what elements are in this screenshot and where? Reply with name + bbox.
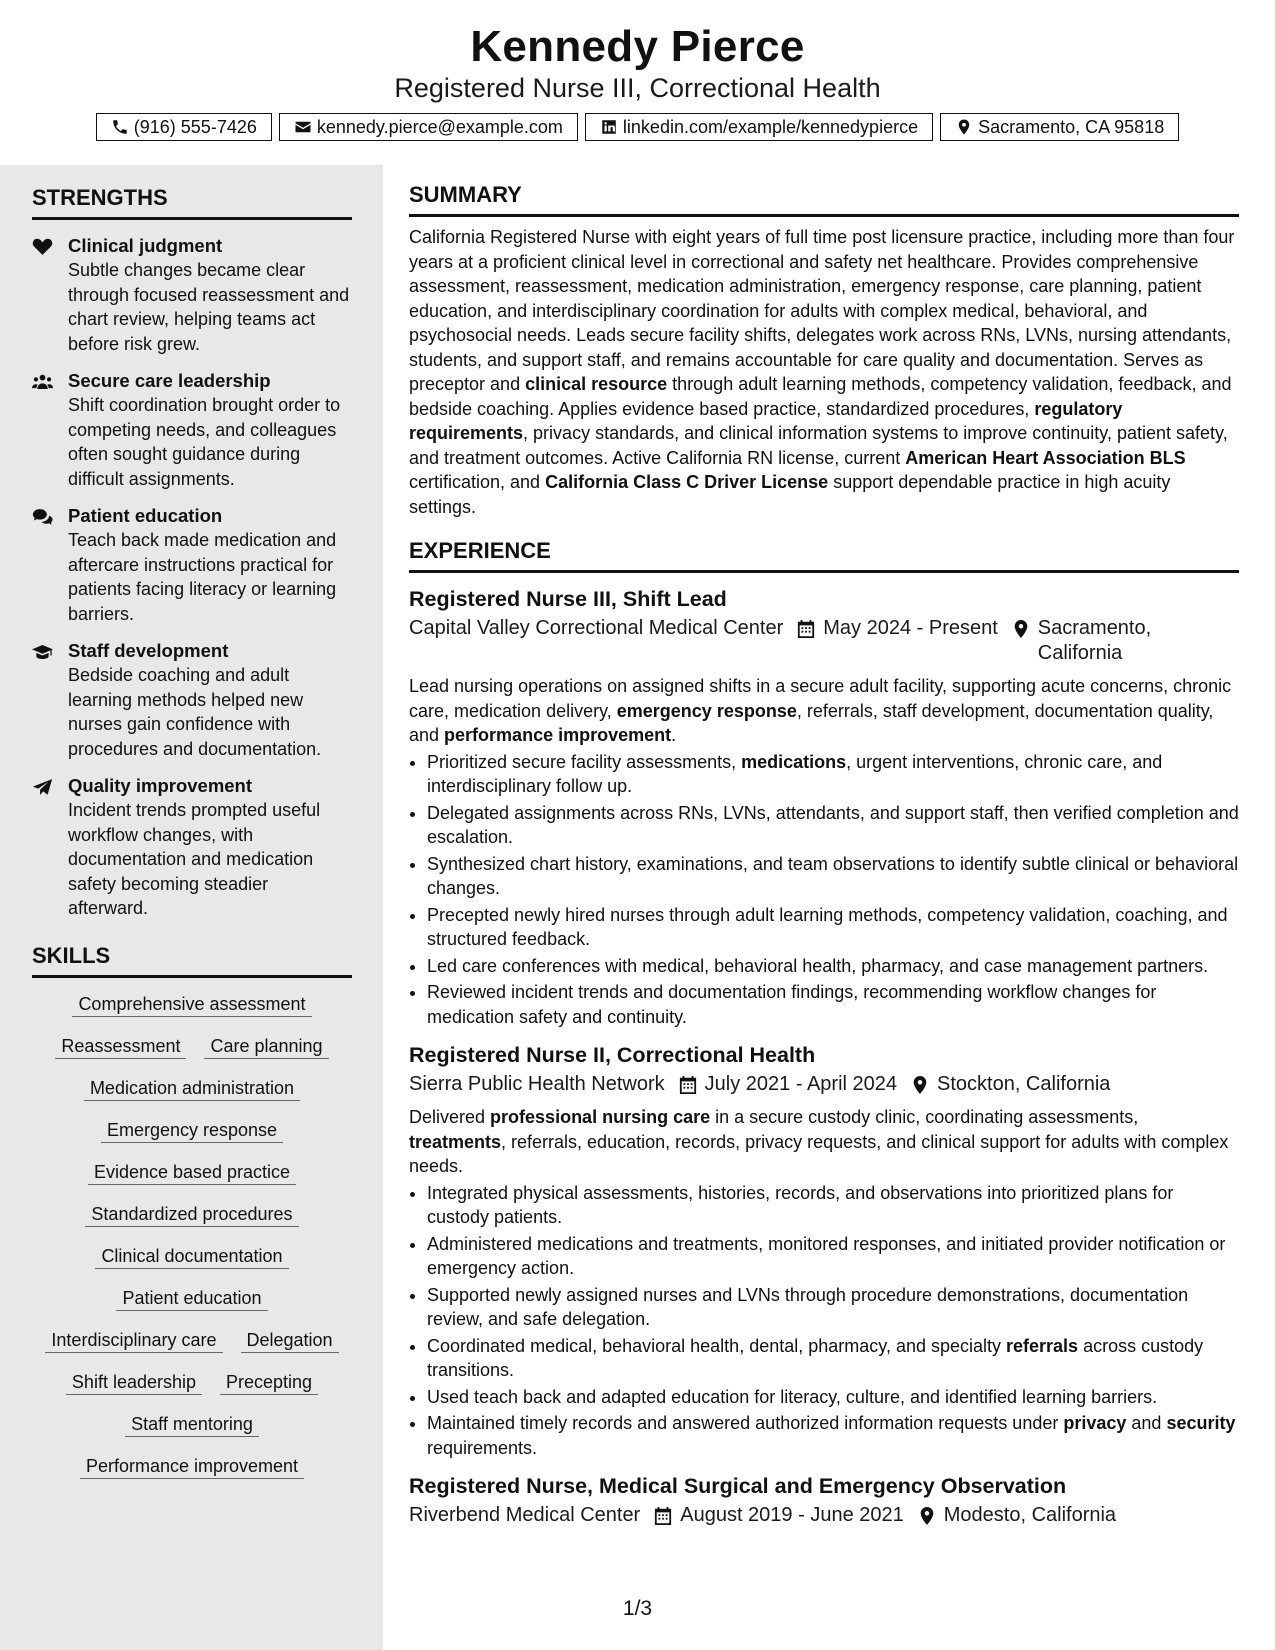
text-run: , referrals, education, records, privacy requests, and clinical support for adults with complex needs. — [409, 1131, 1229, 1176]
phone-text: (916) 555-7426 — [133, 116, 257, 137]
text-run: Delivered — [409, 1107, 491, 1127]
candidate-name: Kennedy Pierce — [470, 22, 805, 71]
contact-linkedin[interactable] — [585, 113, 933, 141]
experience-heading: EXPERIENCE — [409, 538, 1239, 573]
job-bullet — [427, 1411, 1239, 1460]
strength-desc: Shift coordination brought order to competing needs, and colleagues often sought guidance during difficult assignments. — [68, 395, 341, 489]
text-run: Delegated assignments across RNs, LVNs, attendants, and support staff, then verified completion and escalation. — [427, 802, 1239, 847]
text-run: Supported newly assigned nurses and LVNs through procedure demonstrations, documentation review, and safe delegation. — [427, 1284, 1189, 1329]
skill-row — [32, 1076, 352, 1101]
skill-tag: Precepting — [220, 1370, 318, 1395]
job-bullet — [427, 1334, 1239, 1383]
location-text: Sacramento, CA 95818 — [978, 116, 1165, 137]
skill-tag: Evidence based practice — [88, 1160, 296, 1185]
job-entry — [409, 1041, 1239, 1460]
experience-list — [409, 585, 1239, 1528]
bold-text: American Heart Association BLS — [905, 447, 1186, 468]
skill-tag: Medication administration — [84, 1076, 300, 1101]
text-run: . — [671, 725, 677, 745]
bold-text: security — [1166, 1413, 1236, 1433]
job-bullet — [427, 801, 1239, 850]
job-organization: Riverbend Medical Center — [409, 1504, 641, 1526]
map-marker-icon — [911, 1075, 929, 1095]
job-description — [409, 674, 1239, 748]
skill-tag: Standardized procedures — [85, 1202, 298, 1227]
skill-row — [32, 1454, 352, 1479]
bold-text: privacy — [1063, 1413, 1127, 1433]
job-location — [911, 1072, 1110, 1097]
text-run: across custody transitions. — [427, 1335, 1204, 1380]
strength-title: Patient education — [68, 505, 223, 526]
job-organization: Sierra Public Health Network — [409, 1073, 665, 1095]
map-marker-icon — [955, 118, 973, 136]
job-dates-text: May 2024 - Present — [823, 617, 998, 639]
skill-tag: Interdisciplinary care — [45, 1328, 222, 1353]
linkedin-icon — [600, 118, 618, 136]
skill-row — [32, 1160, 352, 1185]
contact-location[interactable] — [940, 113, 1179, 141]
job-location-text: Sacramento, California — [1037, 617, 1152, 664]
users-icon — [32, 373, 53, 391]
text-run: Coordinated medical, behavioral health, dental, pharmacy, and specialty — [427, 1335, 1007, 1356]
strength-desc: Teach back made medication and aftercare instructions practical for patients facing literacy or learning barriers. — [68, 530, 337, 624]
contact-email[interactable] — [279, 113, 578, 141]
map-marker-icon — [918, 1506, 936, 1526]
text-run: , referrals, staff development, documentation quality, and — [409, 700, 1214, 745]
paper-plane-icon — [32, 778, 53, 796]
text-run: and — [1126, 1413, 1167, 1433]
text-run: Precepted newly hired nurses through adult learning methods, competency validation, coaching, and structured feedback. — [427, 904, 1228, 949]
strength-title: Staff development — [68, 640, 229, 661]
bold-text: California Class C Driver License — [545, 472, 829, 492]
skill-tag: Reassessment — [55, 1034, 186, 1059]
text-run: certification, and — [409, 472, 546, 492]
heart-icon — [32, 238, 53, 256]
job-bullet — [427, 1181, 1239, 1230]
skill-tag: Emergency response — [101, 1118, 283, 1143]
job-meta — [409, 1072, 1239, 1097]
strength-desc: Bedside coaching and adult learning methods helped new nurses gain confidence with procedures and documentation. — [68, 665, 322, 759]
text-run: support dependable practice in high acuity settings. — [409, 472, 1171, 517]
skill-tag: Delegation — [241, 1328, 339, 1353]
strength-desc: Subtle changes became clear through focused reassessment and chart review, helping teams act before risk grew. — [68, 260, 350, 354]
strength-title: Clinical judgment — [68, 235, 223, 256]
summary-text — [409, 225, 1239, 519]
text-run: Used teach back and adapted education for literacy, culture, and identified learning barriers. — [427, 1386, 1158, 1407]
envelope-icon — [294, 118, 312, 136]
page-number: 1/3 — [622, 1597, 653, 1620]
summary-heading: SUMMARY — [409, 182, 1239, 217]
text-run: California Registered Nurse with eight years of full time post licensure practice, including more than four years at a proficient clinical level in correctional and safety net healthcare. Provides comprehensive assessment, reassessment, medication administration, emergency response, care planning, patient education, and interdisciplinary coordination for adults with complex medical, behavioral, and psychosocial needs. Leads secure facility shifts, delegates work across RNs, LVNs, nursing attendants, students, and support staff, and remains accountable for care quality and documentation. Serves as preceptor and — [409, 227, 1235, 394]
job-bullet — [427, 954, 1239, 979]
text-run: Led care conferences with medical, behavioral health, pharmacy, and case management partners. — [427, 955, 1209, 976]
job-dates-text: August 2019 - June 2021 — [680, 1504, 904, 1526]
job-dates-text: July 2021 - April 2024 — [704, 1073, 897, 1095]
strengths-list — [32, 234, 352, 921]
skill-tag: Clinical documentation — [95, 1244, 288, 1269]
text-run: through adult learning methods, competency validation, feedback, and bedside coaching. Applies evidence based practice, standardized procedures, — [409, 374, 1232, 419]
linkedin-text: linkedin.com/example/kennedypierce — [622, 116, 919, 137]
text-run: in a secure custody clinic, coordinating assessments, — [710, 1107, 1139, 1127]
job-dates — [679, 1072, 897, 1097]
strength-item — [32, 774, 352, 921]
job-organization: Capital Valley Correctional Medical Center — [409, 617, 784, 639]
calendar-icon — [654, 1506, 672, 1526]
map-marker-icon — [1012, 619, 1030, 639]
job-bullet — [427, 1232, 1239, 1281]
job-dates — [797, 616, 998, 641]
text-run: Administered medications and treatments, monitored responses, and initiated provider notification or emergency action. — [427, 1233, 1226, 1278]
job-bullets — [409, 1181, 1239, 1461]
job-location — [1012, 616, 1173, 666]
job-location-text: Stockton, California — [937, 1073, 1111, 1095]
strength-desc: Incident trends prompted useful workflow changes, with documentation and medication safety becoming steadier afterward. — [68, 800, 321, 918]
text-run: Integrated physical assessments, histories, records, and observations into prioritized plans for custody patients. — [427, 1182, 1174, 1227]
job-bullet — [427, 980, 1239, 1029]
bold-text: regulatory requirements — [409, 398, 1123, 443]
bold-text: professional nursing care — [490, 1107, 711, 1127]
strength-item — [32, 639, 352, 761]
contact-bar — [0, 113, 1275, 141]
candidate-role: Registered Nurse III, Correctional Health — [394, 73, 881, 103]
job-bullet — [427, 903, 1239, 952]
text-run: , urgent interventions, chronic care, and interdisciplinary follow up. — [427, 751, 1163, 796]
bold-text: treatments — [409, 1131, 502, 1152]
strength-item — [32, 504, 352, 626]
job-description — [409, 1105, 1239, 1179]
main-content — [409, 182, 1239, 1528]
bold-text: clinical resource — [525, 374, 668, 394]
job-title: Registered Nurse III, Shift Lead — [409, 587, 727, 611]
strength-item — [32, 234, 352, 356]
skills-heading: SKILLS — [32, 943, 352, 978]
bold-text: emergency response — [616, 700, 797, 721]
strength-title: Quality improvement — [68, 775, 253, 796]
phone-icon — [111, 118, 129, 136]
job-entry — [409, 585, 1239, 1029]
skill-tag: Care planning — [204, 1034, 328, 1059]
skill-tag: Shift leadership — [66, 1370, 202, 1395]
bold-text: performance improvement — [444, 725, 672, 745]
sidebar — [0, 165, 383, 1650]
text-run: requirements. — [427, 1437, 538, 1458]
skill-row — [32, 1034, 352, 1059]
job-meta — [409, 1503, 1239, 1528]
text-run: Lead nursing operations on assigned shifts in a secure adult facility, supporting acute concerns, chronic care, medication delivery, — [409, 676, 1232, 721]
skill-tag: Performance improvement — [80, 1454, 304, 1479]
job-location-text: Modesto, California — [943, 1504, 1117, 1526]
bold-text: medications — [741, 751, 847, 772]
skill-row — [32, 1286, 352, 1311]
strength-title: Secure care leadership — [68, 370, 271, 391]
text-run: Reviewed incident trends and documentation findings, recommending workflow changes for medication safety and continuity. — [427, 982, 1157, 1027]
job-entry — [409, 1472, 1239, 1528]
comments-icon — [32, 508, 53, 526]
job-meta — [409, 616, 1239, 666]
skill-tag: Comprehensive assessment — [72, 992, 311, 1017]
skill-row — [32, 992, 352, 1017]
calendar-icon — [679, 1075, 697, 1095]
strengths-heading: STRENGTHS — [32, 185, 352, 220]
job-bullets — [409, 750, 1239, 1030]
email-text: kennedy.pierce@example.com — [316, 116, 563, 137]
resume-header — [0, 0, 1275, 165]
text-run: , privacy standards, and clinical information systems to improve continuity, patient safety, and treatment outcomes. Active California RN license, current — [409, 423, 1228, 468]
bold-text: referrals — [1006, 1335, 1079, 1356]
skill-tag: Patient education — [116, 1286, 267, 1311]
skill-row — [32, 1202, 352, 1227]
job-bullet — [427, 750, 1239, 799]
skills-list — [32, 992, 352, 1479]
skill-row — [32, 1370, 352, 1395]
job-dates — [654, 1503, 904, 1528]
strength-item — [32, 369, 352, 491]
contact-phone[interactable] — [96, 113, 272, 141]
skill-tag: Staff mentoring — [125, 1412, 259, 1437]
job-title: Registered Nurse II, Correctional Health — [409, 1043, 816, 1067]
graduation-cap-icon — [32, 643, 53, 661]
job-bullet — [427, 852, 1239, 901]
job-bullet — [427, 1385, 1239, 1410]
skill-row — [32, 1118, 352, 1143]
job-bullet — [427, 1283, 1239, 1332]
skill-row — [32, 1244, 352, 1269]
text-run: Maintained timely records and answered authorized information requests under — [427, 1413, 1064, 1433]
job-location — [918, 1503, 1116, 1528]
job-title: Registered Nurse, Medical Surgical and Emergency Observation — [409, 1474, 1067, 1498]
skill-row — [32, 1328, 352, 1353]
text-run: Synthesized chart history, examinations, and team observations to identify subtle clinical or behavioral changes. — [427, 853, 1239, 898]
calendar-icon — [797, 619, 815, 639]
text-run: Prioritized secure facility assessments, — [427, 751, 742, 772]
skill-row — [32, 1412, 352, 1437]
